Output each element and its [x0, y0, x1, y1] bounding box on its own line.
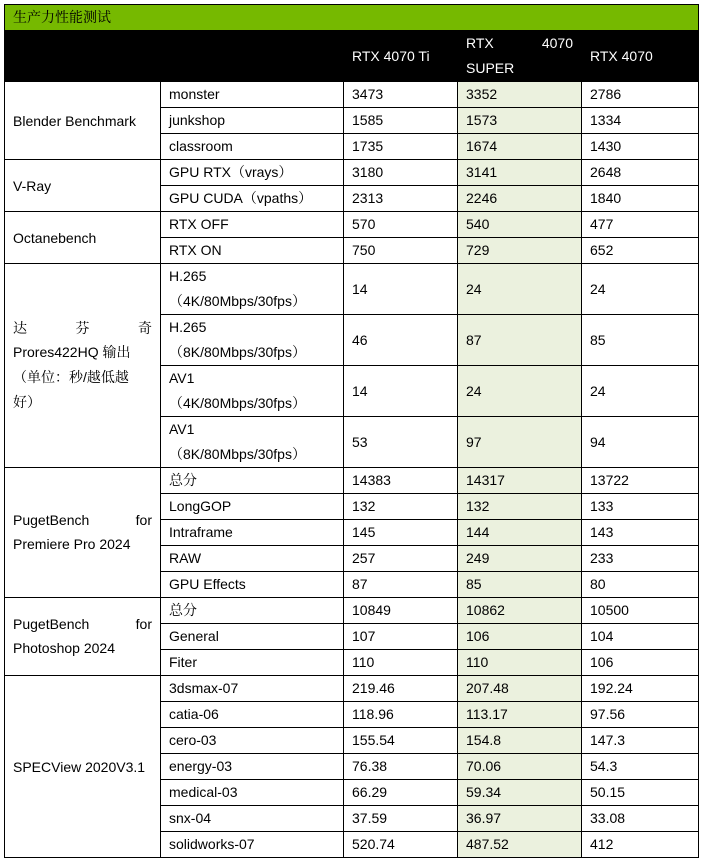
value-4070ti: 570	[344, 212, 458, 238]
value-4070ti: 66.29	[344, 780, 458, 806]
header-super-part-4070: 4070	[541, 35, 573, 51]
davinci-line1: 达 芬 奇	[13, 320, 152, 336]
value-4070super: 3352	[458, 82, 582, 108]
test-name: GPU Effects	[161, 572, 344, 598]
value-4070super: 87	[458, 315, 582, 366]
value-4070: 24	[582, 264, 699, 315]
value-4070super: 1573	[458, 108, 582, 134]
test-name: H.265 （8K/80Mbps/30fps）	[161, 315, 344, 366]
value-4070super: 132	[458, 494, 582, 520]
value-4070ti: 46	[344, 315, 458, 366]
value-4070ti: 145	[344, 520, 458, 546]
title-row	[5, 5, 699, 31]
value-4070ti: 1735	[344, 134, 458, 160]
value-4070ti: 53	[344, 417, 458, 468]
value-4070super: 3141	[458, 160, 582, 186]
table-row	[5, 468, 699, 494]
value-4070: 10500	[582, 598, 699, 624]
header-rtx-4070-super	[458, 31, 582, 82]
value-4070: 85	[582, 315, 699, 366]
value-4070super: 113.17	[458, 702, 582, 728]
test-name: RTX OFF	[161, 212, 344, 238]
value-4070super: 487.52	[458, 832, 582, 858]
group-octanebench: Octanebench	[5, 212, 161, 264]
test-name: cero-03	[161, 728, 344, 754]
table-row	[5, 82, 699, 108]
value-4070super: 24	[458, 366, 582, 417]
value-4070super: 97	[458, 417, 582, 468]
test-name: junkshop	[161, 108, 344, 134]
header-empty-1	[5, 31, 161, 82]
value-4070super: 36.97	[458, 806, 582, 832]
test-name: catia-06	[161, 702, 344, 728]
value-4070ti: 3180	[344, 160, 458, 186]
value-4070ti: 87	[344, 572, 458, 598]
test-name: 3dsmax-07	[161, 676, 344, 702]
test-name: LongGOP	[161, 494, 344, 520]
value-4070ti: 155.54	[344, 728, 458, 754]
value-4070ti: 3473	[344, 82, 458, 108]
puget-pr-line2: Premiere Pro 2024	[13, 536, 131, 552]
test-name: Intraframe	[161, 520, 344, 546]
group-specview: SPECView 2020V3.1	[5, 676, 161, 858]
test-name: monster	[161, 82, 344, 108]
value-4070: 24	[582, 366, 699, 417]
benchmark-table-container	[4, 4, 699, 858]
productivity-benchmark-table	[4, 4, 699, 858]
test-name: energy-03	[161, 754, 344, 780]
test-name: medical-03	[161, 780, 344, 806]
davinci-line4: 好）	[13, 394, 41, 410]
value-4070super: 540	[458, 212, 582, 238]
test-name: AV1 （4K/80Mbps/30fps）	[161, 366, 344, 417]
davinci-line2: Prores422HQ 输出	[13, 344, 131, 360]
value-4070super: 1674	[458, 134, 582, 160]
value-4070: 94	[582, 417, 699, 468]
table-row	[5, 212, 699, 238]
value-4070: 80	[582, 572, 699, 598]
value-4070ti: 14	[344, 264, 458, 315]
value-4070: 2786	[582, 82, 699, 108]
value-4070ti: 750	[344, 238, 458, 264]
value-4070ti: 132	[344, 494, 458, 520]
value-4070ti: 118.96	[344, 702, 458, 728]
test-name: Fiter	[161, 650, 344, 676]
test-name: solidworks-07	[161, 832, 344, 858]
value-4070super: 154.8	[458, 728, 582, 754]
value-4070ti: 107	[344, 624, 458, 650]
value-4070ti: 37.59	[344, 806, 458, 832]
test-name: 总分	[161, 598, 344, 624]
value-4070ti: 14	[344, 366, 458, 417]
test-name: RTX ON	[161, 238, 344, 264]
header-row	[5, 31, 699, 82]
value-4070: 1334	[582, 108, 699, 134]
group-pugetbench-premiere	[5, 468, 161, 598]
value-4070ti: 520.74	[344, 832, 458, 858]
puget-ps-line2: Photoshop 2024	[13, 640, 115, 656]
header-super-part-super: SUPER	[466, 60, 515, 76]
test-name: classroom	[161, 134, 344, 160]
value-4070super: 144	[458, 520, 582, 546]
value-4070: 106	[582, 650, 699, 676]
test-name: H.265 （4K/80Mbps/30fps）	[161, 264, 344, 315]
value-4070super: 59.34	[458, 780, 582, 806]
group-v-ray: V-Ray	[5, 160, 161, 212]
value-4070: 133	[582, 494, 699, 520]
test-name: AV1 （8K/80Mbps/30fps）	[161, 417, 344, 468]
value-4070ti: 110	[344, 650, 458, 676]
group-davinci-resolve	[5, 264, 161, 468]
test-name: GPU RTX（vrays）	[161, 160, 344, 186]
value-4070ti: 1585	[344, 108, 458, 134]
test-name: RAW	[161, 546, 344, 572]
value-4070super: 106	[458, 624, 582, 650]
value-4070super: 24	[458, 264, 582, 315]
value-4070: 13722	[582, 468, 699, 494]
value-4070: 147.3	[582, 728, 699, 754]
value-4070: 1840	[582, 186, 699, 212]
value-4070super: 14317	[458, 468, 582, 494]
value-4070: 652	[582, 238, 699, 264]
value-4070: 1430	[582, 134, 699, 160]
table-row	[5, 598, 699, 624]
group-pugetbench-photoshop	[5, 598, 161, 676]
value-4070super: 110	[458, 650, 582, 676]
value-4070: 2648	[582, 160, 699, 186]
header-empty-2	[161, 31, 344, 82]
value-4070: 97.56	[582, 702, 699, 728]
value-4070: 33.08	[582, 806, 699, 832]
table-row	[5, 676, 699, 702]
group-blender-benchmark: Blender Benchmark	[5, 82, 161, 160]
test-name: GPU CUDA（vpaths）	[161, 186, 344, 212]
value-4070: 233	[582, 546, 699, 572]
value-4070: 50.15	[582, 780, 699, 806]
puget-pr-line1: PugetBench for	[13, 512, 152, 528]
value-4070super: 70.06	[458, 754, 582, 780]
header-rtx-4070: RTX 4070	[582, 31, 699, 82]
davinci-line3: （单位：秒/越低越	[13, 369, 129, 385]
test-name: General	[161, 624, 344, 650]
value-4070: 477	[582, 212, 699, 238]
value-4070super: 10862	[458, 598, 582, 624]
value-4070: 104	[582, 624, 699, 650]
value-4070: 54.3	[582, 754, 699, 780]
table-row	[5, 160, 699, 186]
value-4070: 143	[582, 520, 699, 546]
value-4070ti: 2313	[344, 186, 458, 212]
table-title: 生产力性能测试	[5, 5, 699, 31]
value-4070super: 249	[458, 546, 582, 572]
table-row	[5, 264, 699, 315]
test-name: snx-04	[161, 806, 344, 832]
value-4070ti: 10849	[344, 598, 458, 624]
value-4070super: 207.48	[458, 676, 582, 702]
header-rtx-4070-ti: RTX 4070 Ti	[344, 31, 458, 82]
value-4070ti: 219.46	[344, 676, 458, 702]
value-4070: 192.24	[582, 676, 699, 702]
puget-ps-line1: PugetBench for	[13, 616, 152, 632]
value-4070super: 85	[458, 572, 582, 598]
value-4070ti: 14383	[344, 468, 458, 494]
value-4070ti: 257	[344, 546, 458, 572]
value-4070super: 2246	[458, 186, 582, 212]
test-name: 总分	[161, 468, 344, 494]
value-4070: 412	[582, 832, 699, 858]
value-4070ti: 76.38	[344, 754, 458, 780]
value-4070super: 729	[458, 238, 582, 264]
header-super-part-rtx: RTX	[466, 35, 494, 51]
